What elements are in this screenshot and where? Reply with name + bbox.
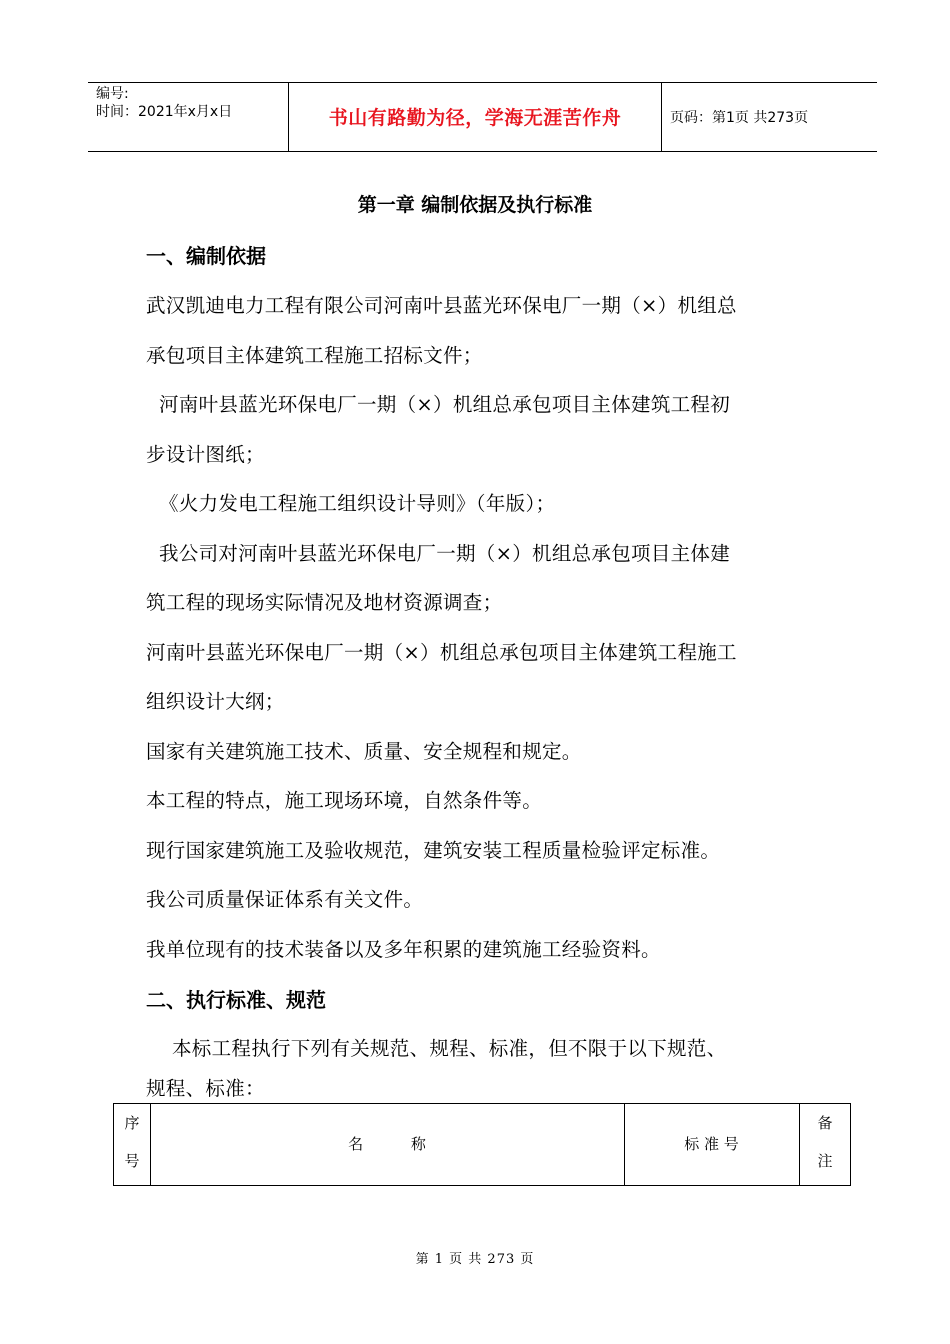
header-divider	[661, 83, 662, 151]
body-line: 组织设计大纲；	[146, 690, 285, 713]
body-line: 河南叶县蓝光环保电厂一期（×）机组总承包项目主体建筑工程初	[146, 393, 731, 416]
body-line: 国家有关建筑施工技术、质量、安全规程和规定。	[146, 740, 582, 763]
page-header	[88, 82, 877, 152]
body-line: 我单位现有的技术装备以及多年积累的建筑施工经验资料。	[146, 938, 661, 961]
body-line: 我公司质量保证体系有关文件。	[146, 888, 424, 911]
standards-table	[113, 1103, 851, 1186]
table-header-note: 注	[817, 1152, 833, 1170]
chapter-title: 第一章 编制依据及执行标准	[357, 194, 593, 216]
table-header-seq: 号	[124, 1152, 140, 1170]
header-motto: 书山有路勤为径，学海无涯苦作舟	[328, 107, 622, 129]
body-line: 规程、标准：	[146, 1077, 265, 1100]
body-line: 承包项目主体建筑工程施工招标文件；	[146, 344, 483, 367]
body-line: 河南叶县蓝光环保电厂一期（×）机组总承包项目主体建筑工程施工	[146, 641, 737, 664]
body-line: 武汉凯迪电力工程有限公司河南叶县蓝光环保电厂一期（×）机组总	[146, 294, 737, 317]
body-line: 筑工程的现场实际情况及地材资源调查；	[146, 591, 503, 614]
document-time-label: 时间：2021年x月x日	[96, 104, 233, 120]
table-header-seq: 序	[124, 1114, 140, 1132]
body-line: 现行国家建筑施工及验收规范，建筑安装工程质量检验评定标准。	[146, 839, 721, 862]
page-footer: 第 1 页 共 273 页	[415, 1252, 535, 1267]
table-header-note: 备	[817, 1114, 833, 1132]
body-line: 我公司对河南叶县蓝光环保电厂一期（×）机组总承包项目主体建	[146, 542, 731, 565]
table-header-standard-number: 标 准 号	[684, 1135, 739, 1153]
document-number-label: 编号:	[96, 86, 129, 102]
section-heading: 一、编制依据	[146, 244, 266, 268]
header-meta	[96, 85, 232, 121]
body-line: 《火力发电工程施工组织设计导则》（年版）；	[146, 492, 556, 515]
section-heading: 二、执行标准、规范	[146, 988, 326, 1012]
body-line: 本标工程执行下列有关规范、规程、标准，但不限于以下规范、	[146, 1037, 727, 1060]
body-line: 步设计图纸；	[146, 443, 265, 466]
table-header-name: 名 称	[348, 1135, 426, 1153]
body-line: 本工程的特点，施工现场环境，自然条件等。	[146, 789, 543, 812]
header-page-info: 页码：第1页 共273页	[670, 110, 809, 126]
